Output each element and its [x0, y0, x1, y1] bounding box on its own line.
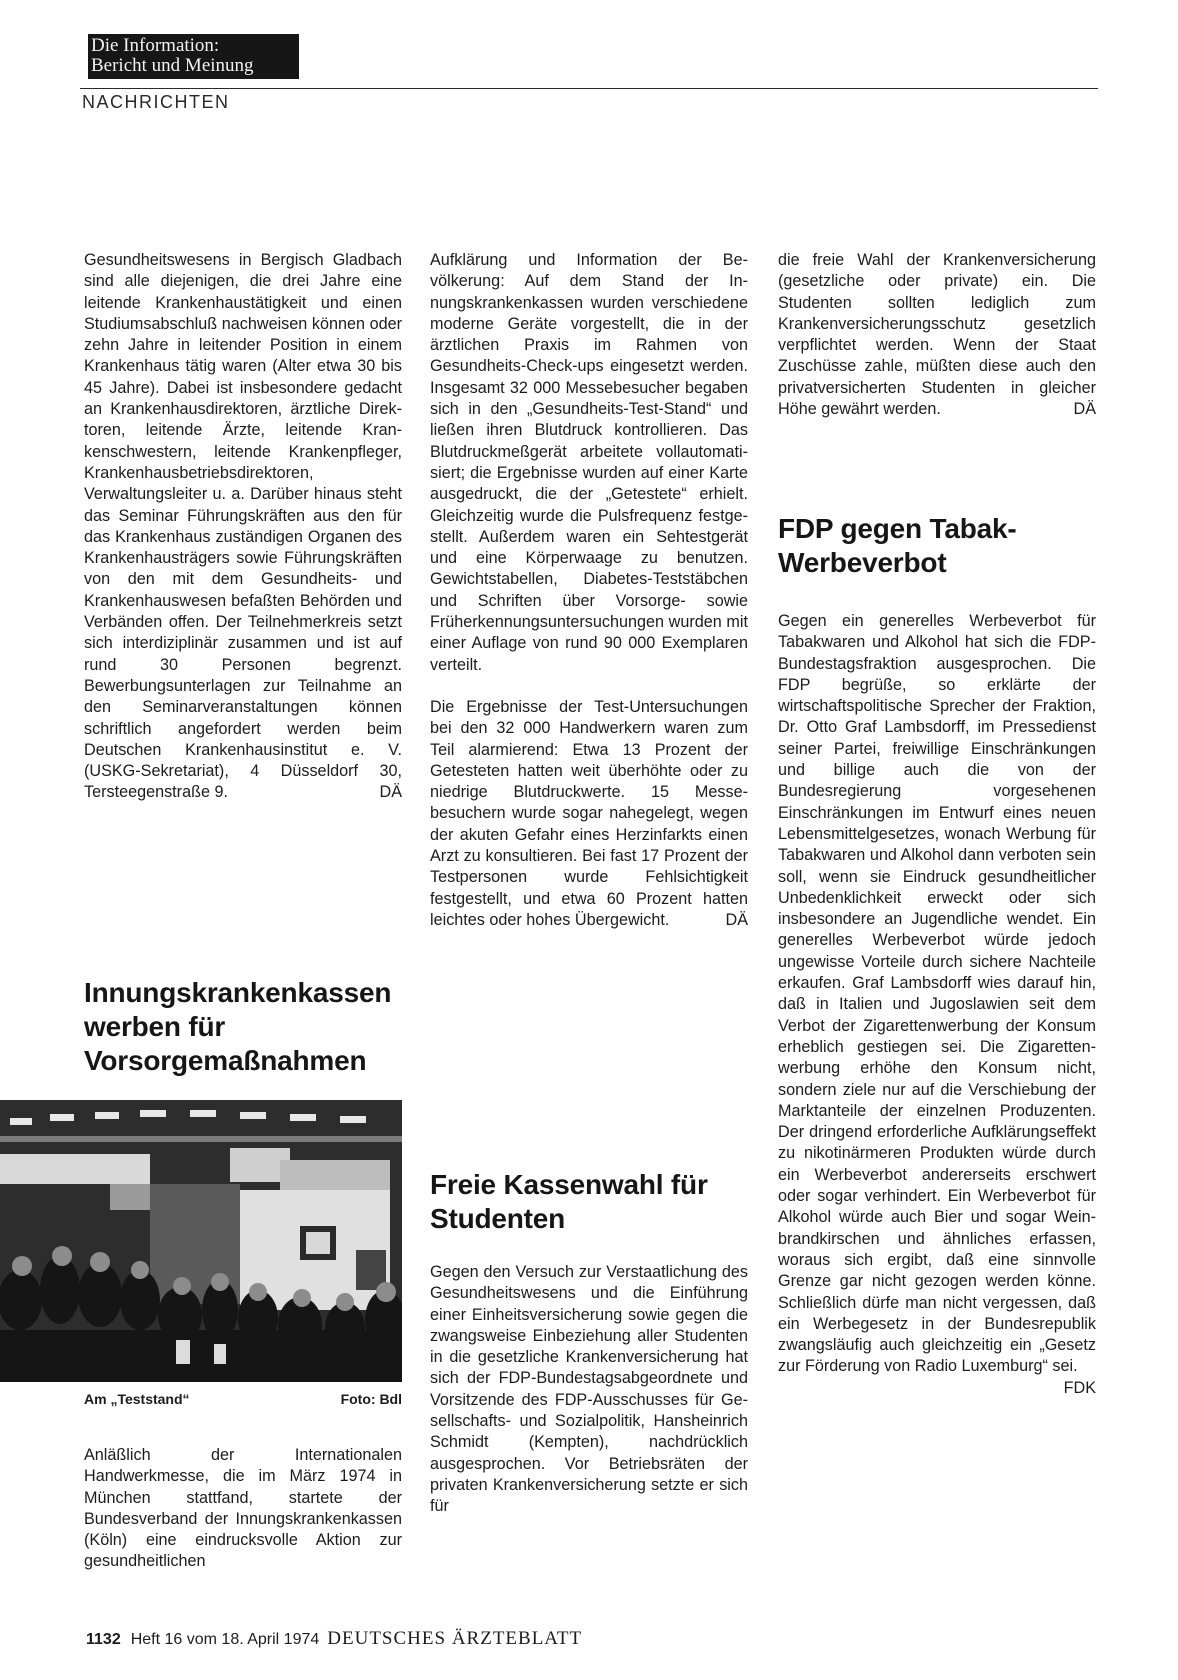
photo-credit: Foto: Bdl — [340, 1391, 402, 1407]
issue-info: Heft 16 vom 18. April 1974 — [130, 1631, 320, 1648]
innungskrankenkassen-paragraph-1: Aufklärung und Information der Bevölkerung: Auf dem Stand der Innungskrankenkassen wurden verschiedene moderne Geräte vorgestellt, die in der ärztlichen Praxis im Rahmen von Gesundheits-Check-ups eingesetzt werden. Insgesamt 32 000 Messebesucher begaben sich in den „Gesundheits-Test-Stand“ und ließen ihren Blutdruck kontrollieren. Das Blutdruckmeßgerät arbeitete vollautomatisiert; die Ergebnisse wurden auf einer Karte ausgedruckt, die der „Getestete“ erhielt. Gleichzeitig wurde die Pulsfrequenz festgestellt. Außerdem waren ein Sehtestgerät und eine Körperwaage zu benutzen. Gewichtstabellen, Diabetes-Teststäbchen und Schriften über Vorsorge- sowie Früherkennungsuntersuchungen wurden mit einer Auflage von rund 90 000 Exemplaren verteilt. — [430, 251, 748, 674]
innungskrankenkassen-intro-text: Anläßlich der Internationalen Handwerkmesse, die im März 1974 in München stattfand, startete der Bundesverband der Innungskrankenkassen (Köln) eine eindrucksvolle Aktion zur gesundheitlichen — [84, 1446, 402, 1571]
page-footer — [86, 1628, 582, 1650]
article-1-intro — [84, 1445, 402, 1573]
column-3-text — [778, 250, 1096, 420]
headline-fdp-tabak: FDP gegen Tabak-Werbeverbot — [778, 513, 1017, 578]
article-signature: FDK — [1063, 1378, 1096, 1397]
article-signature: DÄ — [379, 783, 402, 802]
section-label — [88, 34, 299, 79]
kassenwahl-continuation: die freie Wahl der Krankenversicherung (gesetzliche oder private) ein. Die Studenten sollten lediglich zum Krankenversicherungsschutz gesetzlich verpflichtet werden. Wenn der Staat Zuschüsse zahle, müßten diese auch den privatversicherten Studenten in gleicher Höhe gewährt werden. — [778, 251, 1096, 419]
headline-freie-kassenwahl: Freie Kassenwahl für Studenten — [430, 1169, 708, 1234]
caption-text: Am „Teststand“ — [84, 1391, 190, 1407]
kassenwahl-body: Gegen den Versuch zur Verstaatlichung des Gesundheitswesens und die Einführung einer Einheitsversicherung sowie gegen die zwangsweise Einbeziehung aller Studenten in die gesetzliche Krankenversicherung hat sich der FDP-Bundestagsabgeordnete und Vorsitzende des FDP-Ausschusses für Gesellschafts- und Sozialpolitik, Hansheinrich Schmidt (Kempten), nachdrücklich ausgesprochen. Vor Betriebsräten der privaten Krankenversicherung setzte er sich für — [430, 1263, 748, 1516]
header-rule — [80, 88, 1098, 89]
journal-title: DEUTSCHES ÄRZTEBLATT — [327, 1628, 583, 1649]
section-label-line1: Die Information: — [91, 35, 220, 56]
headline-innungskrankenkassen: Innungskrankenkassen werben für Vorsorgemaßnahmen — [84, 977, 392, 1076]
article-signature: DÄ — [725, 910, 748, 929]
photo-caption — [84, 1391, 402, 1407]
tabak-werbeverbot-body: Gegen ein generelles Werbeverbot für Tabakwaren und Alkohol hat sich die FDP-Bundestagsfraktion ausgesprochen. Die FDP begrüße, so erklärte der wirtschaftspolitische Sprecher der Fraktion, Dr. Otto Graf Lambsdorff, im Pressedienst seiner Partei, freiwillige Einschränkungen und billige auch die von der Bundesregierung vorgesehenen Einschränkungen im Entwurf eines neuen Lebensmittelgesetzes, wonach Werbung für Tabakwaren und Alkohol dann verboten sein soll, wenn sie Eindruck gesundheitlicher Unbedenklichkeit erweckt oder sich insbesondere an Jugendliche wendet. Ein generelles Werbeverbot würde jedoch ungewisse Vorteile durch sichere Nachteile erkaufen. Graf Lambsdorff wies darauf hin, daß in Italien und Jugoslawien seit dem Verbot der Zigarettenwerbung der Konsum erheblich gestiegen sei. Die Zigarettenwerbung erhöhe den Konsum nicht, sondern ziele nur auf die Verschiebung der Marktanteile der einzelnen Produzenten. Der dringend erforderliche Aufklärungseffekt zu nikotinärmeren Produkten würde durch ein Werbeverbot andererseits erschwert oder sogar verhindert. Ein Werbeverbot für Alkohol würde auch Bier und sogar Weinbrandkirschen und ähnliches erfassen, woraus sich ergibt, daß eine sinnvolle Grenze gar nicht gezogen werden könne. Schließlich dürfe man nicht vergessen, daß ein Werbegesetz in der Bundesrepublik zwangsläufig auch gleichzeitig ein „Gesetz zur Förderung von Radio Luxemburg“ sei. — [778, 612, 1096, 1376]
innungskrankenkassen-paragraph-2: Die Ergebnisse der Test-Untersuchungen bei den 32 000 Handwerkern waren zum Teil alarmierend: Etwa 13 Prozent der Getesteten hatten weit überhöhte oder zu niedrige Blutdruckwerte. 15 Messebesuchern wurde sogar nahegelegt, wegen der akuten Gefahr eines Herzinfarkts einen Arzt zu konsultieren. Bei fast 17 Prozent der Testpersonen wurde Fehlsichtigkeit festgestellt, und etwa 60 Prozent hatten leichtes oder hohes Übergewicht. — [430, 697, 748, 929]
article-signature: DÄ — [1073, 400, 1096, 419]
column-1-text — [84, 250, 402, 804]
section-label-line2: Bericht und Meinung — [91, 55, 254, 76]
seminar-article-body: Gesundheitswesens in Bergisch Gladbach sind alle diejenigen, die drei Jahre eine leitende Krankenhaustätigkeit und einen Studiumsabschluß nachweisen können oder zehn Jahre in leitender Position in einem Krankenhaus tätig waren (Alter etwa 30 bis 45 Jahre). Dabei ist insbesondere gedacht an Krankenhausdirektoren, ärztliche Direktoren, leitende Ärzte, leitende Krankenschwestern, leitende Krankenpfleger, Krankenhausbetriebsdirektoren, Verwaltungsleiter u. a. Darüber hinaus steht das Seminar Führungskräften aus den für das Krankenhaus zuständigen Organen des Krankenhausträgers sowie Führungskräften von den mit dem Gesundheits- und Krankenhauswesen befaßten Behörden und Verbänden offen. Der Teilnehmerkreis setzt sich interdiziplinär zusammen und ist auf rund 30 Personen begrenzt. Bewerbungsunterlagen zur Teilnahme an den Seminarveranstaltungen können schriftlich angefordert werden beim Deutschen Krankenhausinstitut e. V. (USKG-Sekretariat), 4 Düsseldorf 30, Tersteegenstraße 9. — [84, 251, 402, 802]
article-3-text — [778, 611, 1096, 1399]
rubric-label: NACHRICHTEN — [82, 92, 230, 112]
teststand-photo — [0, 1100, 402, 1382]
page-number: 1132 — [86, 1631, 121, 1648]
column-2-text — [430, 250, 748, 931]
article-2-text — [430, 1262, 748, 1518]
